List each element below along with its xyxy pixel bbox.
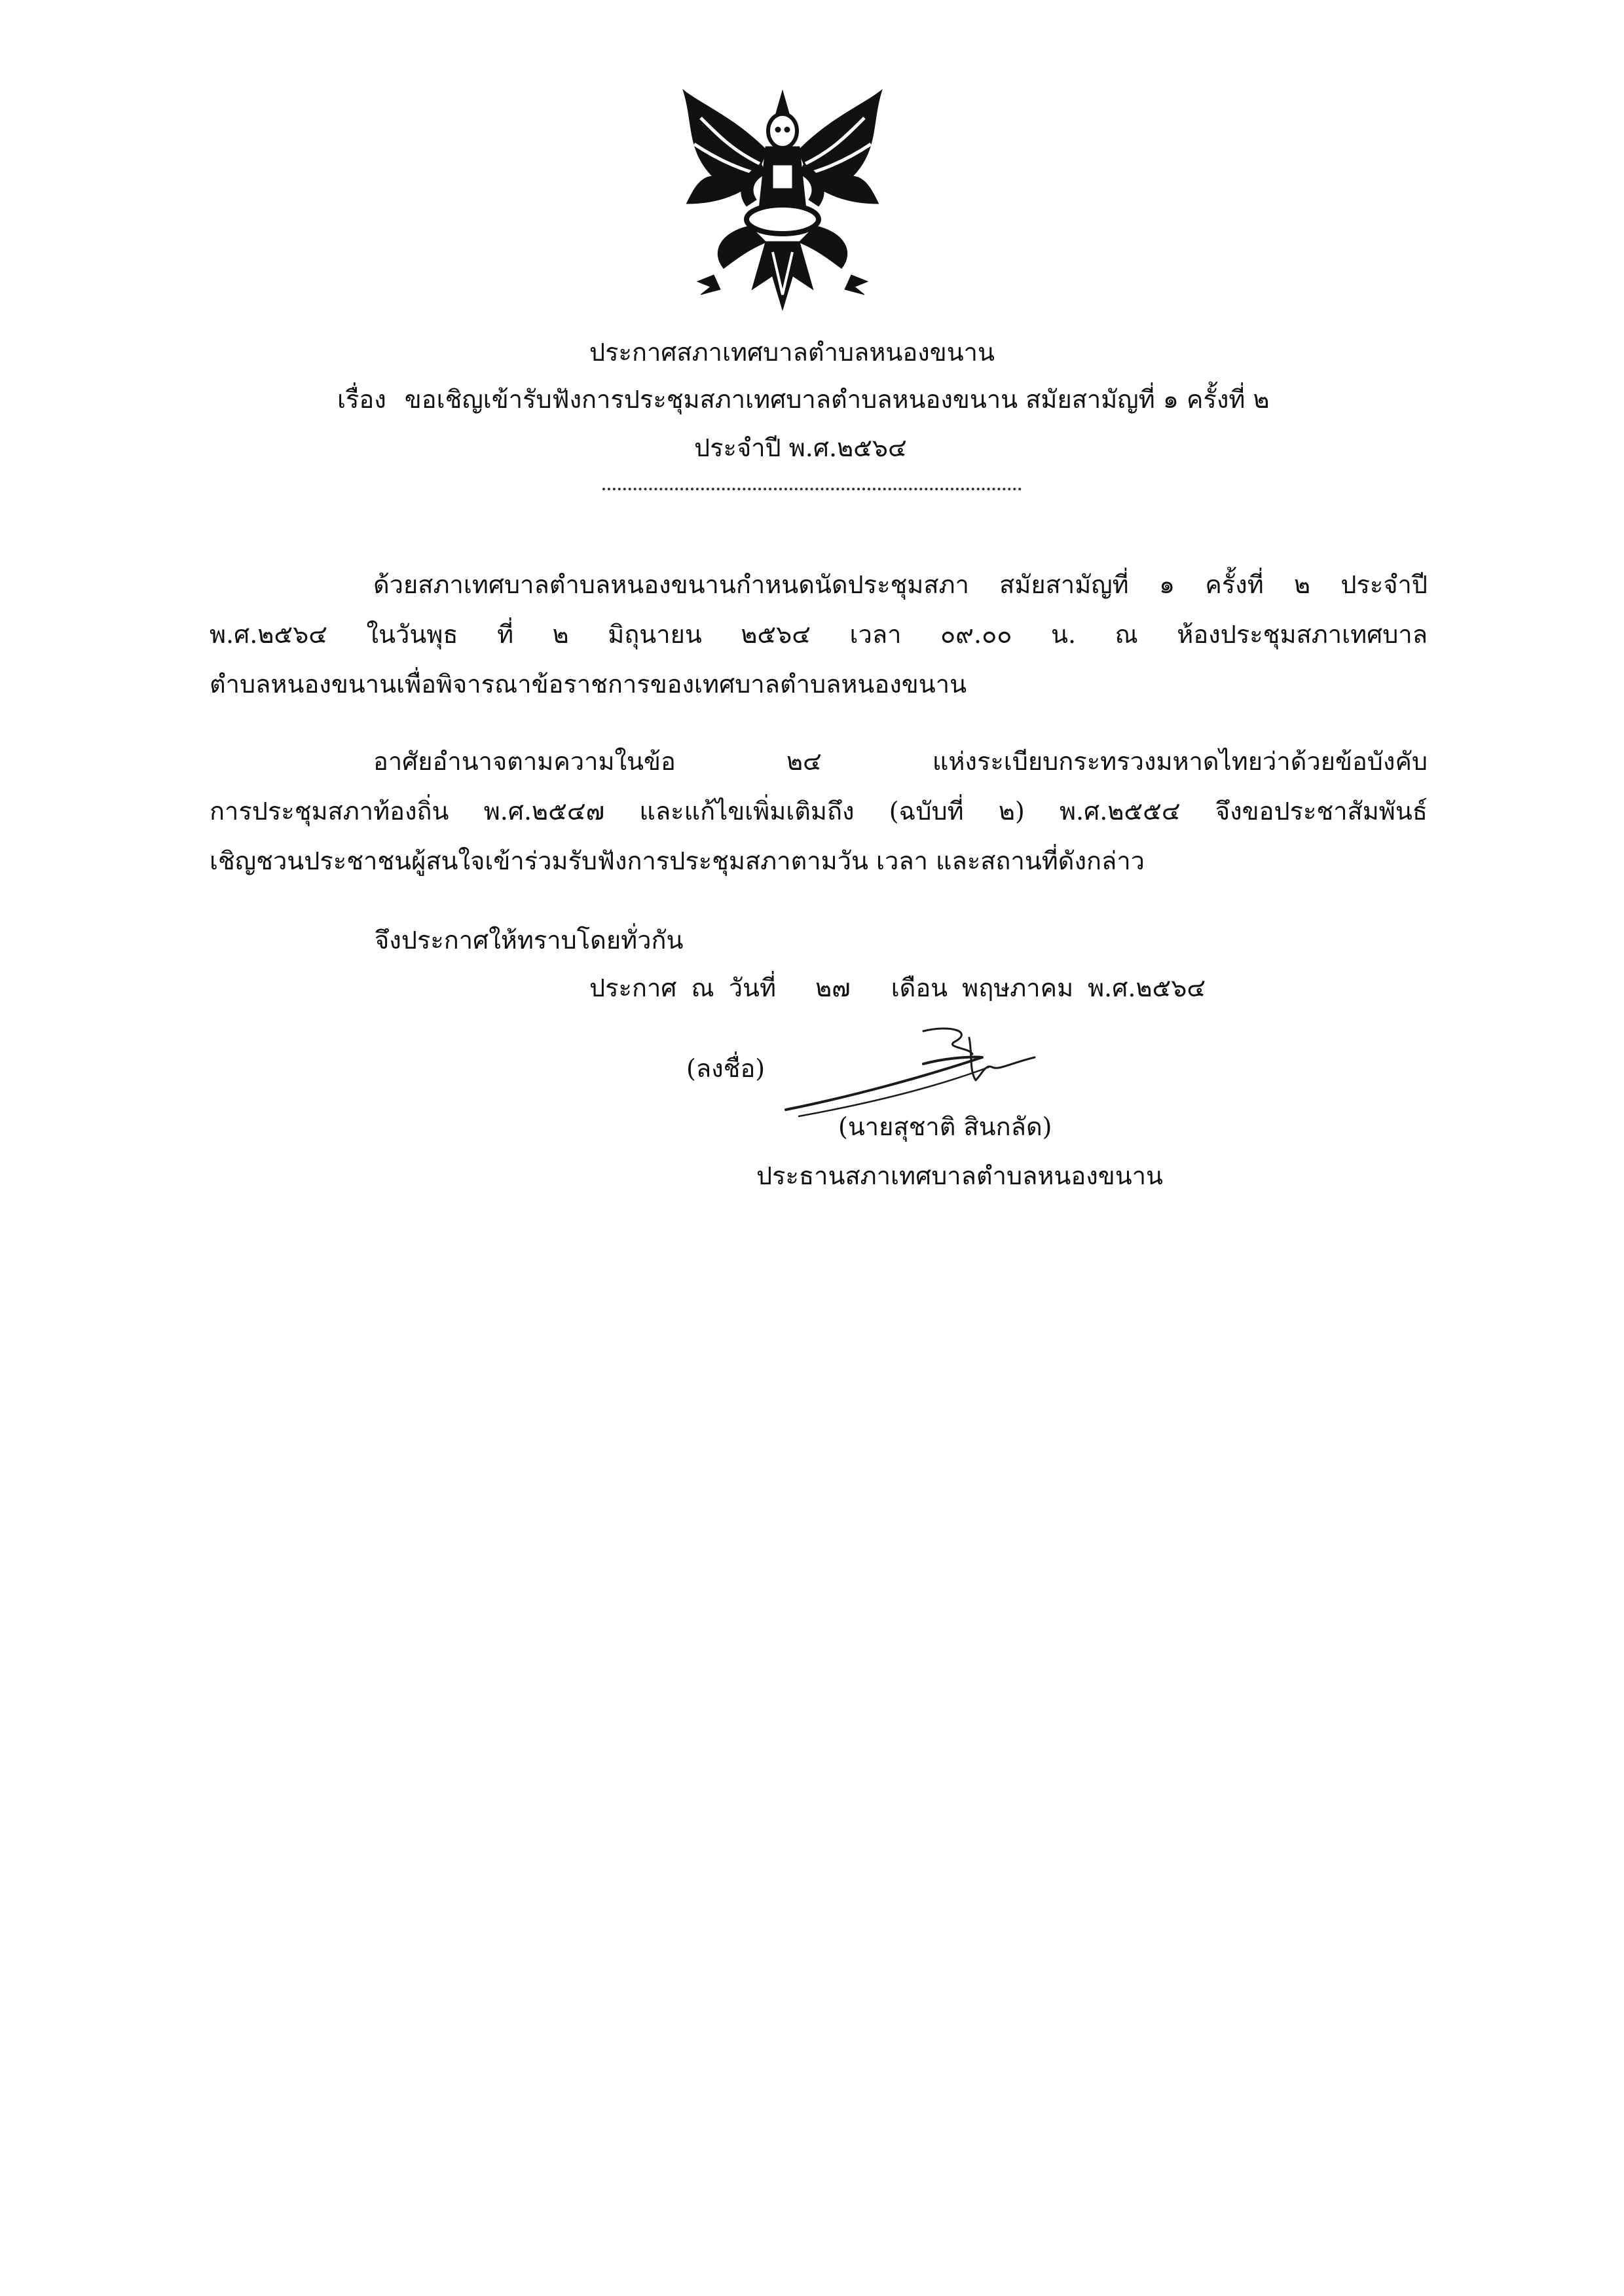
paragraph-line: การประชุมสภาท้องถิ่น พ.ศ.๒๕๔๗ และแก้ไขเพิ่มเติมถึง (ฉบับที่ ๒) พ.ศ.๒๕๕๔ จึงขอประชาสัมพันธ์ [210, 797, 1428, 826]
subject-year: ประจำปี พ.ศ.๒๕๖๔ [694, 433, 907, 462]
paragraph-meeting-notice [210, 560, 1428, 709]
paragraph-line: อาศัยอำนาจตามความในข้อ ๒๔ แห่งระเบียบกระทรวงมหาดไทยว่าด้วยข้อบังคับ [373, 747, 1428, 776]
date-day-label: วันที่ [728, 974, 777, 1002]
paragraph-legal-basis [210, 737, 1428, 886]
subject-label: เรื่อง [337, 385, 386, 414]
date-at: ณ [691, 974, 714, 1002]
subject-row [337, 382, 1270, 416]
announcement-date [589, 971, 1220, 1005]
handwritten-signature [773, 1018, 1048, 1123]
signature-label: (ลงชื่อ) [686, 1054, 766, 1083]
closing-statement: จึงประกาศให้ทราบโดยทั่วกัน [375, 926, 684, 955]
subject-text: ขอเชิญเข้ารับฟังการประชุมสภาเทศบาลตำบลหนองขนาน สมัยสามัญที่ ๑ ครั้งที่ ๒ [404, 385, 1270, 414]
signer-position: ประธานสภาเทศบาลตำบลหนองขนาน [756, 1161, 1164, 1190]
paragraph-line: พ.ศ.๒๕๖๔ ในวันพุธ ที่ ๒ มิถุนายน ๒๕๖๔ เวลา ๐๙.๐๐ น. ณ ห้องประชุมสภาเทศบาล [210, 620, 1428, 649]
signer-name: (นายสุชาติ สินกลัด) [838, 1112, 1052, 1141]
date-year: พ.ศ.๒๕๖๔ [1088, 974, 1206, 1002]
date-month: พฤษภาคม [962, 974, 1074, 1002]
paragraph-line: ด้วยสภาเทศบาลตำบลหนองขนานกำหนดนัดประชุมสภา สมัยสามัญที่ ๑ ครั้งที่ ๒ ประจำปี [373, 570, 1428, 599]
garuda-emblem-icon [674, 79, 891, 321]
date-announce: ประกาศ [589, 974, 677, 1002]
date-day: ๒๗ [815, 974, 851, 1002]
paragraph-line: เชิญชวนประชาชนผู้สนใจเข้าร่วมรับฟังการประชุมสภาตามวัน เวลา และสถานที่ดังกล่าว [210, 847, 1145, 875]
paragraph-line: ตำบลหนองขนานเพื่อพิจารณาข้อราชการของเทศบาลตำบลหนองขนาน [210, 670, 967, 699]
dotted-divider [602, 488, 1022, 490]
announcement-title: ประกาศสภาเทศบาลตำบลหนองขนาน [589, 338, 995, 367]
date-month-label: เดือน [891, 974, 948, 1002]
